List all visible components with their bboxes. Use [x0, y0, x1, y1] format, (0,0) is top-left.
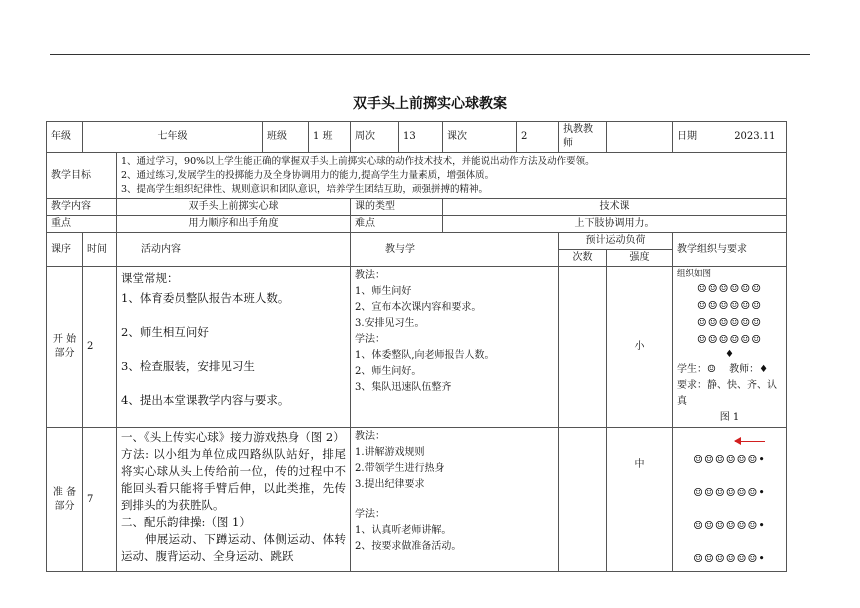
date-label: 日期 — [677, 131, 697, 142]
section-start-row — [47, 267, 787, 428]
teach-line: 2、按要求做准备活动。 — [355, 541, 462, 552]
section-time: 7 — [83, 428, 117, 572]
activity-line: 3、检查服装，安排见习生 — [121, 359, 255, 373]
class-value: 1 班 — [309, 122, 351, 153]
objectives-list — [117, 153, 787, 199]
activity-line: 方法: 以小组为单位成四路纵队站好，排尾将实心球从头上传给前一位，传的过程中不能回头看只能将手臂后伸，以此类推，先传到排头的为获胜队。 — [121, 447, 346, 512]
student-row: ☺☺☺☺☺☺• — [693, 519, 766, 532]
teach-line: 1、师生问好 — [355, 286, 412, 297]
teach-learn-content — [351, 267, 559, 428]
teach-line: 1.讲解游戏规则 — [355, 447, 425, 458]
teach-line: 3、集队迅速队伍整齐 — [355, 382, 452, 393]
activity-line: 二、配乐韵律操:（图 1） — [121, 515, 251, 529]
section-name-top: 开 始 — [52, 334, 77, 345]
objectives-row — [47, 153, 787, 199]
student-row: ☺☺☺☺☺☺• — [693, 552, 766, 565]
teach-line: 1、认真听老师讲解。 — [355, 525, 452, 536]
section-name-bottom: 部分 — [54, 500, 75, 512]
week-label: 周次 — [351, 122, 399, 153]
section-name — [47, 267, 83, 428]
arrow-left-icon — [677, 429, 782, 449]
student-row: ☺☺☺☺☺☺ — [696, 299, 763, 312]
col-load: 预计运动负荷 — [559, 233, 673, 250]
load-count — [559, 267, 607, 428]
teacher-value — [607, 122, 673, 153]
section-name-bottom: 部分 — [54, 348, 75, 359]
info-row — [47, 122, 787, 153]
date-value: 2023.11 — [734, 131, 776, 142]
teach-line: 1、体委整队,向老师报告人数。 — [355, 350, 495, 361]
spacer — [121, 376, 346, 390]
activity-content — [117, 428, 351, 572]
column-header-row — [47, 233, 787, 250]
teach-line: 学法： — [355, 334, 385, 345]
lesson-type-label: 课的类型 — [351, 199, 443, 216]
class-label: 班级 — [263, 122, 309, 153]
activity-line: 课堂常规： — [121, 271, 179, 285]
spacer — [121, 342, 346, 356]
spacer — [355, 493, 554, 507]
spacer — [121, 308, 346, 322]
section-name-top: 准 备 — [52, 486, 77, 498]
activity-content — [117, 267, 351, 428]
teach-line: 学法： — [355, 509, 385, 520]
teach-learn-content — [351, 428, 559, 572]
load-intensity: 小 — [607, 267, 673, 428]
teach-line: 教法： — [355, 431, 385, 442]
date-cell — [673, 122, 787, 153]
load-count — [559, 428, 607, 572]
page-title: 双手头上前掷实心球教案 — [353, 96, 507, 112]
teach-line: 教法： — [355, 270, 385, 281]
teach-line: 3.安排见习生。 — [355, 318, 425, 329]
col-teach-learn: 教与学 — [351, 233, 559, 267]
student-row: ☺☺☺☺☺☺• — [693, 486, 766, 499]
col-time: 时间 — [83, 233, 117, 267]
objective-item: 3、提高学生组织纪律性、规则意识和团队意识，培养学生团结互助，顽强拼搏的精神。 — [121, 183, 489, 195]
activity-line: 4、提出本堂课教学内容与要求。 — [121, 393, 290, 407]
grade-value: 七年级 — [83, 122, 263, 153]
content-label: 教学内容 — [47, 199, 117, 216]
organization-diagram — [673, 267, 787, 428]
col-order: 课序 — [47, 233, 83, 267]
col-activity: 活动内容 — [117, 233, 351, 267]
difficulty-value: 上下肢协调用力。 — [443, 216, 787, 233]
teacher-marker: ♦ — [725, 349, 734, 360]
figure-label: 图 1 — [719, 412, 740, 423]
organization-diagram — [673, 428, 787, 572]
objectives-label: 教学目标 — [47, 153, 117, 199]
teach-line: 2、宣布本次课内容和要求。 — [355, 302, 482, 313]
col-intensity: 强度 — [607, 250, 673, 267]
org-legend: 学生：☺ 教师：♦ — [677, 364, 769, 375]
lesson-label: 课次 — [443, 122, 517, 153]
teach-line: 3.提出纪律要求 — [355, 479, 425, 490]
col-organization: 教学组织与要求 — [673, 233, 787, 267]
objective-item: 1、通过学习，90%以上学生能正确的掌握双手头上前掷实心球的动作技术技术，并能说出动作方法及动作要领。 — [121, 155, 595, 167]
load-intensity: 中 — [607, 428, 673, 572]
activity-line: 伸展运动、下蹲运动、体侧运动、体转运动、腹背运动、全身运动、跳跃 — [121, 532, 346, 563]
section-prep-row — [47, 428, 787, 572]
col-count: 次数 — [559, 250, 607, 267]
section-time: 2 — [83, 267, 117, 428]
section-name — [47, 428, 83, 572]
grade-label: 年级 — [47, 122, 83, 153]
activity-line: 2、师生相互问好 — [121, 325, 209, 339]
student-row: ☺☺☺☺☺☺• — [693, 453, 766, 466]
week-value: 13 — [399, 122, 443, 153]
student-row: ☺☺☺☺☺☺ — [696, 282, 763, 295]
activity-line: 一、《头上传实心球》接力游戏热身（图 2） — [121, 430, 345, 444]
activity-line: 1、体育委员整队报告本班人数。 — [121, 291, 290, 305]
teacher-label: 执教教师 — [559, 122, 607, 153]
objective-item: 2、通过练习,发展学生的投掷能力及全身协调用力的能力,提高学生力量素质，增强体质。 — [121, 169, 495, 181]
lesson-value: 2 — [517, 122, 559, 153]
keypoint-value: 用力顺序和出手角度 — [117, 216, 351, 233]
teach-line: 2.带领学生进行热身 — [355, 463, 445, 474]
difficulty-label: 难点 — [351, 216, 443, 233]
teach-line: 2、师生问好。 — [355, 366, 422, 377]
org-requirement: 要求：静、快、齐、认真 — [677, 380, 777, 407]
lesson-type-value: 技术课 — [443, 199, 787, 216]
keypoints-row — [47, 216, 787, 233]
header-rule — [50, 54, 810, 55]
content-value: 双手头上前掷实心球 — [117, 199, 351, 216]
student-row: ☺☺☺☺☺☺ — [696, 316, 763, 329]
org-title: 组织如图 — [677, 269, 712, 279]
keypoint-label: 重点 — [47, 216, 117, 233]
student-row: ☺☺☺☺☺☺ — [696, 333, 763, 346]
content-row — [47, 199, 787, 216]
lesson-plan-table — [46, 121, 787, 572]
